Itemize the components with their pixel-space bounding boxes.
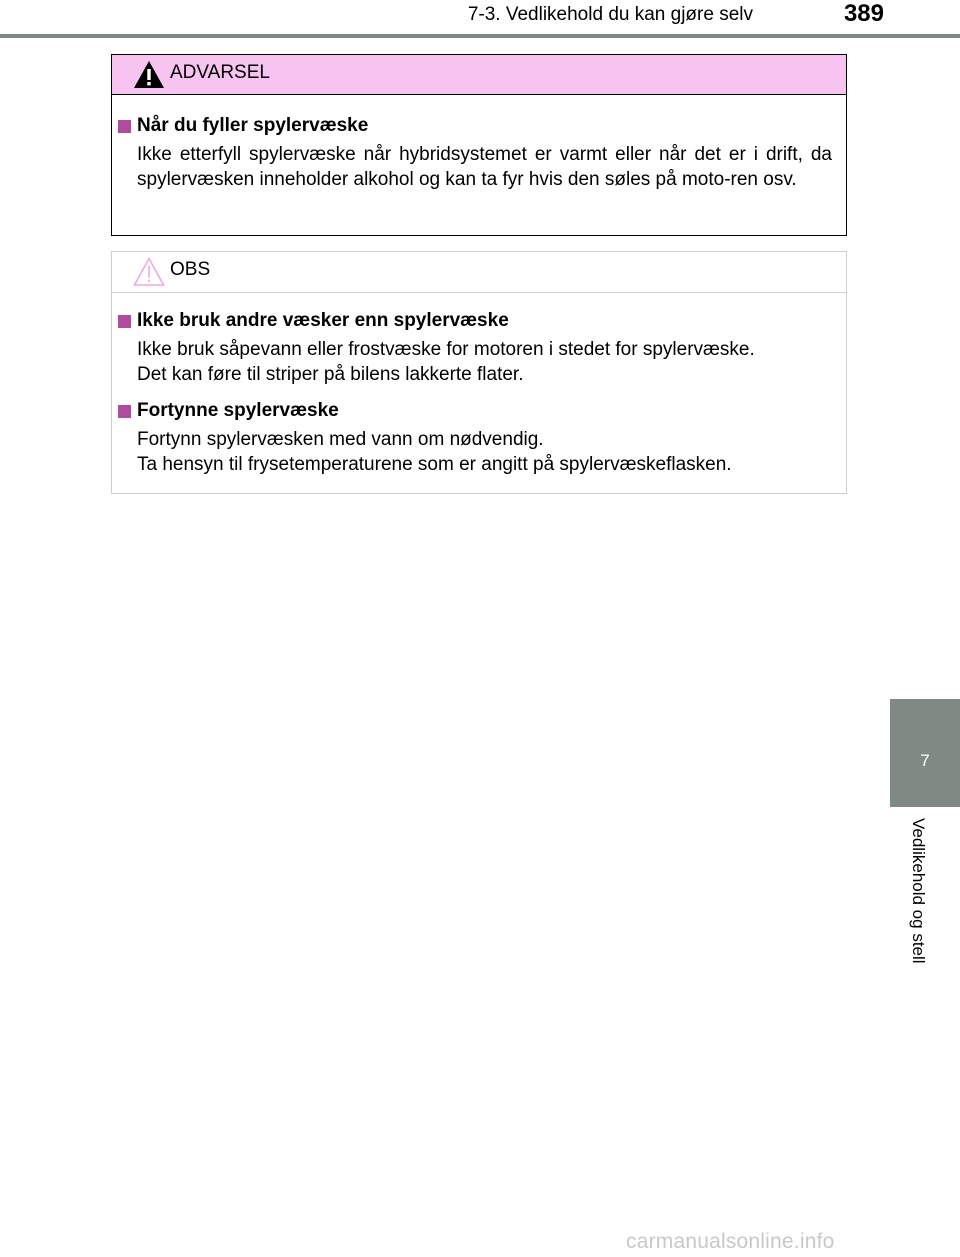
- item-paragraph: Ikke etterfyll spylervæske når hybridsystemet er varmt eller når det er i drift, da spylervæsken inneholder alkohol og kan ta fyr hvis den søles på moto-ren osv.: [137, 144, 832, 190]
- chapter-number: 7: [920, 751, 930, 770]
- item-text: [137, 337, 832, 387]
- section-title: 7-3. Vedlikehold du kan gjøre selv: [467, 4, 753, 25]
- chapter-tab: [890, 699, 960, 807]
- warning-item: [112, 114, 832, 192]
- item-title-text: Ikke bruk andre væsker enn spylervæske: [137, 310, 509, 331]
- watermark: carmanualsonline.info: [626, 1230, 835, 1253]
- item-paragraph: Det kan føre til striper på bilens lakkerte flater.: [137, 364, 524, 385]
- item-text: [137, 142, 832, 192]
- item-title: [112, 399, 832, 423]
- warning-box: [111, 54, 847, 236]
- notice-label: OBS: [170, 259, 211, 280]
- page-number: 389: [843, 0, 884, 27]
- warning-label: ADVARSEL: [170, 62, 270, 83]
- item-paragraph: Ikke bruk såpevann eller frostvæske for motoren i stedet for spylervæske.: [137, 339, 755, 360]
- header-rule: [0, 34, 960, 38]
- bullet-square-icon: [118, 120, 131, 133]
- bullet-square-icon: [118, 405, 131, 418]
- item-paragraph: Fortynn spylervæsken med vann om nødvendig.: [137, 429, 544, 450]
- caution-triangle-outline-icon: [132, 256, 166, 287]
- item-paragraph: Ta hensyn til frysetemperaturene som er angitt på spylervæskeflasken.: [137, 454, 732, 475]
- warning-triangle-filled-icon: [132, 59, 166, 90]
- notice-box-header: [112, 252, 846, 293]
- notice-box: [111, 251, 847, 494]
- notice-item: [112, 399, 832, 477]
- bullet-square-icon: [118, 315, 131, 328]
- item-title: [112, 309, 832, 333]
- item-title-text: Fortynne spylervæske: [137, 400, 339, 421]
- item-title: [112, 114, 832, 138]
- item-title-text: Når du fyller spylervæske: [137, 115, 369, 136]
- notice-item: [112, 309, 832, 387]
- warning-box-header: [112, 55, 846, 95]
- item-text: [137, 427, 832, 477]
- chapter-label: Vedlikehold og stell: [909, 818, 928, 964]
